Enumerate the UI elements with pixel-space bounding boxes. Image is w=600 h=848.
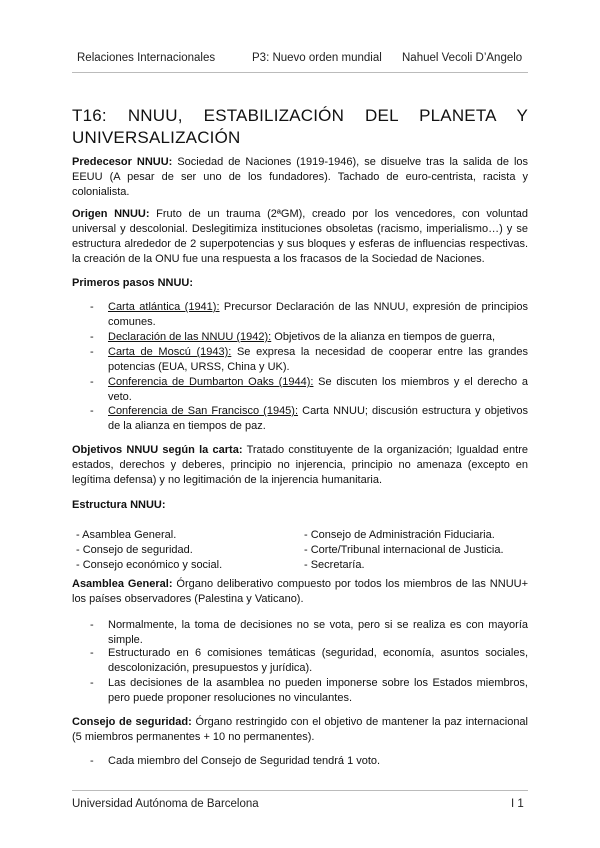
- estructura-left-column: [76, 528, 222, 573]
- list-item-link: Conferencia de Dumbarton Oaks (1944):: [108, 376, 314, 388]
- origen-text: Fruto de un trauma (2ªGM), creado por los vencedores, con voluntad universal y descolonial. Deslegitimiza instituciones obsoletas (racismo, imperialismo…) y se estructura alrededor de 2 superpotencias y sus bloques y esferas de influencias respectivas. la creación de la ONU fue una respuesta a los fracasos de la Sociedad de Naciones.: [72, 208, 528, 265]
- header-author: Nahuel Vecoli D’Angelo: [402, 52, 523, 64]
- footer-university: Universidad Autónoma de Barcelona: [72, 798, 259, 810]
- list-item-text: Las decisiones de la asamblea no pueden imponerse sobre los Estados miembros, pero puede proponer resoluciones no vinculantes.: [108, 677, 528, 704]
- list-item-text: Normalmente, la toma de decisiones no se vota, pero si se realiza es con mayoría simple.: [108, 619, 528, 646]
- estructura-heading: Estructura NNUU:: [72, 499, 166, 511]
- bullet-dash: -: [90, 376, 94, 388]
- header-divider: [72, 72, 528, 73]
- bullet-dash: -: [90, 619, 94, 631]
- estructura-item: - Secretaría.: [304, 559, 365, 571]
- estructura-item: - Consejo de Administración Fiduciaria.: [304, 529, 495, 541]
- page-title-line2: UNIVERSALIZACIÓN: [72, 128, 241, 147]
- estructura-item: - Corte/Tribunal internacional de Justicia.: [304, 544, 504, 556]
- header-course: Relaciones Internacionales: [77, 52, 216, 64]
- header-part: P3: Nuevo orden mundial: [252, 52, 382, 64]
- list-item: [90, 618, 528, 648]
- list-item-text: Objetivos de la alianza en tiempos de guerra,: [271, 331, 496, 343]
- list-item-link: Carta de Moscú (1943):: [108, 346, 232, 358]
- list-item-text: Precursor Declaración de las NNUU, expresión de principios comunes.: [108, 301, 528, 328]
- list-item-text: Se expresa la necesidad de cooperar entre las grandes potencias (EUA, URSS, China y UK).: [108, 346, 528, 373]
- estructura-item: - Asamblea General.: [76, 529, 177, 541]
- predecesor-text: Sociedad de Naciones (1919-1946), se disuelve tras la salida de los EEUU (A pesar de ser uno de los fundadores). Tachado de euro-centrista, racista y colonialista.: [72, 156, 529, 198]
- estructura-item: - Consejo económico y social.: [76, 559, 223, 571]
- bullet-dash: -: [90, 405, 94, 417]
- bullet-dash: -: [90, 346, 94, 358]
- list-item-link: Declaración de las NNUU (1942):: [108, 331, 272, 343]
- asamblea-label: Asamblea General:: [72, 578, 173, 590]
- list-item-text: Cada miembro del Consejo de Seguridad tendrá 1 voto.: [108, 755, 381, 767]
- predecesor-label: Predecesor NNUU:: [72, 156, 173, 168]
- list-item-text: Se discuten los miembros y el derecho a veto.: [108, 376, 529, 403]
- consejo-text: Órgano restringido con el objetivo de mantener la paz internacional (5 miembros permanentes + 10 no permanentes).: [72, 716, 528, 743]
- list-item: [90, 754, 528, 769]
- list-item: [90, 404, 528, 434]
- list-item: [90, 375, 528, 405]
- bullet-dash: -: [90, 301, 94, 313]
- bullet-dash: -: [90, 647, 94, 659]
- estructura-item: - Consejo de seguridad.: [76, 544, 193, 556]
- objetivos-text: Tratado constituyente de la organización; Igualdad entre estados, derechos y deberes, principio no injerencia, principio no amenaza (excepto en legítima defensa) y no legitimación de la injerencia humanitaria.: [72, 444, 528, 486]
- list-item: [90, 345, 528, 375]
- paragraph-asamblea: [72, 577, 528, 607]
- footer-page-number: I 1: [511, 798, 524, 810]
- bullet-dash: -: [90, 331, 94, 343]
- paragraph-origen: [72, 207, 528, 267]
- origen-label: Origen NNUU:: [72, 208, 150, 220]
- asamblea-text: Órgano deliberativo compuesto por todos los miembros de las NNUU+ los países observadores (Palestina y Vaticano).: [72, 578, 529, 605]
- list-item: [90, 300, 528, 330]
- bullet-dash: -: [90, 677, 94, 689]
- list-item-link: Conferencia de San Francisco (1945):: [108, 405, 299, 417]
- list-item: [90, 646, 528, 676]
- list-item: [90, 676, 528, 706]
- consejo-label: Consejo de seguridad:: [72, 716, 192, 728]
- list-item-link: Carta atlántica (1941):: [108, 301, 220, 313]
- list-item-text: Estructurado en 6 comisiones temáticas (seguridad, economía, asuntos sociales, descolonización, presupuestos y jurídica).: [108, 647, 528, 674]
- bullet-dash: -: [90, 755, 94, 767]
- paragraph-objetivos: [72, 443, 528, 488]
- primeros-heading: Primeros pasos NNUU:: [72, 277, 194, 289]
- list-item: [90, 330, 528, 345]
- paragraph-predecesor: [72, 155, 528, 200]
- objetivos-label: Objetivos NNUU según la carta:: [72, 444, 243, 456]
- page-title: T16: NNUU, ESTABILIZACIÓN DEL PLANETA Y: [72, 106, 528, 125]
- list-item-text: Carta NNUU; discusión estructura y objetivos de la alianza en tiempos de paz.: [108, 405, 528, 432]
- paragraph-consejo: [72, 715, 528, 745]
- estructura-right-column: [304, 528, 504, 573]
- footer-divider: [72, 790, 528, 791]
